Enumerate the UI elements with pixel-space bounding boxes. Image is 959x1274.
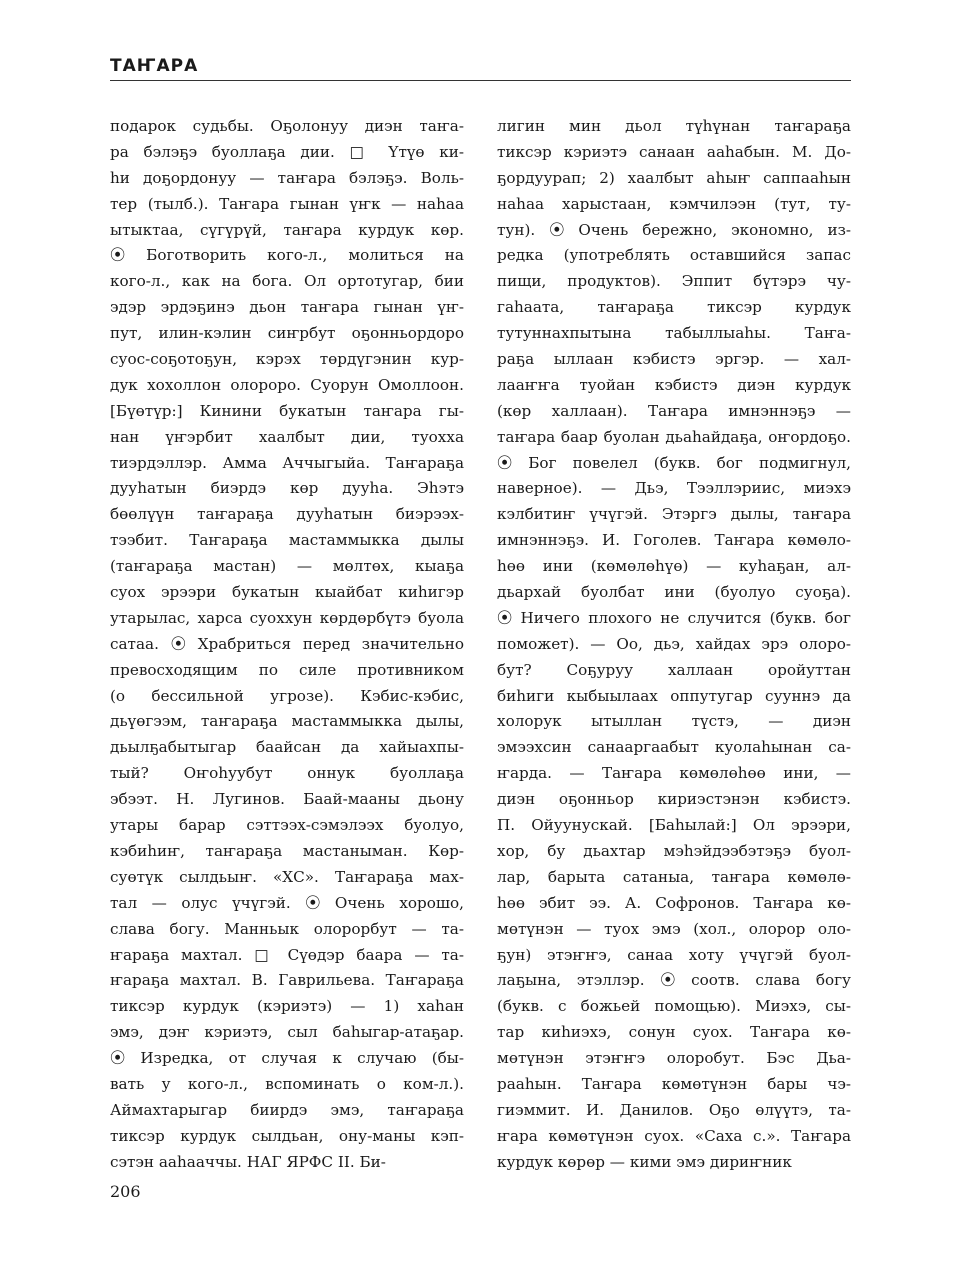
text-line: дьархай буолбат ини (буолуо суоҕа). (497, 583, 851, 602)
text-line: наверное). — Дьэ, Тээллэриис, миэхэ (497, 479, 851, 498)
text-line: тиксэр курдук сылдьан, ону-маны кэп- (110, 1126, 464, 1145)
text-line: слава богу. Манньык олорорбут — та- (110, 919, 464, 938)
text-line: кого-л., как на бога. Ол ортотугар, бии (110, 272, 464, 291)
text-line: эмэ, дэҥ кэриэтэ, сыл баһыгар-атаҕар. (110, 1023, 464, 1042)
text-line: (букв. с божьей помощью). Миэхэ, сы- (497, 997, 851, 1016)
text-line: утарылас, харса суоххун көрдөрбүтэ буола (110, 608, 464, 627)
right-column (497, 114, 851, 1176)
text-line: Аймахтарыгар биирдэ эмэ, таҥараҕа (110, 1100, 464, 1119)
text-line: эбээт. Н. Лугинов. Баай-мааны дьону (110, 790, 464, 809)
text-line: наһаа харыстаан, кэмчилээн (тут, ту- (497, 194, 851, 213)
text-line: курдук көрөр — кими эмэ дириҥник (497, 1152, 792, 1171)
text-line: (о бессильной угрозе). Кэбис-кэбис, (110, 686, 464, 705)
text-line: дук хохоллон олороро. Суорун Омоллоон. (110, 375, 464, 394)
text-line: [Бүөтүр:] Кинини букатын таҥара гы- (110, 401, 464, 420)
text-line: тутуннахпытына табыллыаһы. Таҥа- (497, 324, 851, 343)
text-line: ҕун) этэҥҥэ, санаа хоту үчүгэй буол- (497, 945, 851, 964)
text-line: тун). ⦿ Очень бережно, экономно, из- (497, 220, 851, 239)
text-line: пут, илин-кэлин сиҥрбут оҕонньордоро (110, 324, 464, 343)
text-line: суох эрээри букатын кыайбат киһигэр (110, 583, 464, 602)
text-line: бөөлүүн таҥараҕа дууһатын биэрээх- (110, 505, 464, 524)
text-line: лар, барыта сатаныа, таҥара көмөлө- (497, 867, 851, 886)
text-line: биһиги кыбыылаах оппутугар сууннэ да (497, 686, 851, 705)
text-line: ⦿ Боготворить кого-л., молиться на (110, 246, 464, 265)
text-line: сатаа. ⦿ Храбриться перед значительно (110, 634, 464, 653)
text-line: суос-соҕотоҕун, кэрэх төрдүгэнин кур- (110, 350, 464, 369)
text-line: һөө ини (көмөлөһүө) — куһаҕан, ал- (497, 557, 851, 576)
text-line: диэн оҕонньор кириэстэнэн кэбистэ. (497, 790, 851, 809)
text-line: раҕа ыллаан кэбистэ эргэр. — хал- (497, 350, 851, 369)
text-line: гиэммит. И. Данилов. Оҕо өлүүтэ, та- (497, 1100, 851, 1119)
text-line: нан үҥэрбит хаалбыт дии, туохха (110, 427, 464, 446)
text-line: дууһатын биэрдэ көр дууһа. Эһэтэ (110, 479, 464, 498)
text-line: ⦿ Бог повелел (букв. бог подмигнул, (497, 453, 851, 472)
text-line: дьылҕабытыгар баайсан да хайыахпы- (110, 738, 464, 757)
text-line: таҥара баар буолан дьаһайдаҕа, оҥордоҕо. (497, 427, 851, 446)
text-line: эдэр эрдэҕинэ дьон таҥара гынан үҥ- (110, 298, 464, 317)
text-line: сэтэн ааһааччы. НАГ ЯРФС II. Би- (110, 1152, 386, 1171)
text-line: вать у кого-л., вспоминать о ком-л.). (110, 1074, 464, 1093)
text-line: поможет). — Оо, дьэ, хайдах эрэ олоро- (497, 634, 851, 653)
text-line: тиксэр курдук (кэриэтэ) — 1) хаһан (110, 997, 464, 1016)
text-line: (көр халлаан). Таҥара имнэннэҕэ — (497, 401, 851, 420)
text-line: һөө эбит ээ. А. Софронов. Таҥара кө- (497, 893, 851, 912)
text-line: рааһын. Таҥара көмөтүнэн бары чэ- (497, 1074, 851, 1093)
text-line: ⦿ Изредка, от случая к случаю (бы- (110, 1049, 464, 1068)
text-line: бут? Соҕуруу халлаан оройуттан (497, 660, 851, 679)
text-line: холорук ытыллан түстэ, — диэн (497, 712, 851, 731)
text-line: мөтүнэн этэҥҥэ олоробут. Бэс Дьа- (497, 1049, 851, 1068)
text-line: утары барар сэттээх-сэмэлээх буолуо, (110, 816, 464, 835)
text-line: лааҥҥа туойан кэбистэ диэн курдук (497, 375, 851, 394)
text-line: тер (тылб.). Таҥара гынан үҥк — наһаа (110, 194, 464, 213)
text-line: тал — олус үчүгэй. ⦿ Очень хорошо, (110, 893, 464, 912)
text-line: П. Ойуунускай. [Баһылай:] Ол эрээри, (497, 816, 851, 835)
page-number: 206 (110, 1182, 141, 1201)
running-header: ТАҤАРА (110, 56, 851, 81)
text-line: имнэннэҕэ. И. Гоголев. Таҥара көмөло- (497, 531, 851, 550)
text-line: тиксэр кэриэтэ санаан ааһабын. М. До- (497, 142, 851, 161)
text-line: кэбиһиҥ, таҥараҕа мастаныман. Көр- (110, 841, 464, 860)
text-line: мөтүнэн — туох эмэ (хол., олорор оло- (497, 919, 851, 938)
text-line: хор, бу дьахтар мэһэйдээбэтэҕэ буол- (497, 841, 851, 860)
text-line: тээбит. Таҥараҕа мастаммыкка дылы (110, 531, 464, 550)
text-line: һи доҕордонуу — таҥара бэлэҕэ. Воль- (110, 168, 464, 187)
text-line: ⦿ Ничего плохого не случится (букв. бог (497, 608, 851, 627)
text-line: дьүөгээм, таҥараҕа мастаммыкка дылы, (110, 712, 464, 731)
text-line: ҥара көмөтүнэн суох. «Саха с.». Таҥара (497, 1126, 851, 1145)
text-line: превосходящим по силе противником (110, 660, 464, 679)
text-line: подарок судьбы. Оҕолонуу диэн таҥа- (110, 117, 464, 135)
text-line: кэлбитиҥ үчүгэй. Этэргэ дылы, таҥара (497, 505, 851, 524)
text-line: гаһаата, таҥараҕа тиксэр курдук (497, 298, 851, 317)
text-line: ра бэлэҕэ буоллаҕа дии. □ Үтүө ки- (110, 142, 464, 161)
left-column (110, 114, 464, 1176)
text-line: (таҥараҕа мастан) — мөлтөх, кыаҕа (110, 557, 464, 576)
text-line: ҥараҕа махтал. □ Сүөдэр баара — та- (110, 945, 464, 964)
text-line: редка (употреблять оставшийся запас (497, 246, 851, 265)
text-line: ытыктаа, сүгүрүй, таҥара курдук көр. (110, 220, 464, 239)
text-line: лаҕына, этэллэр. ⦿ соотв. слава богу (497, 971, 851, 990)
text-line: тый? Оҥоһуубут оннук буоллаҕа (110, 764, 464, 783)
text-line: пищи, продуктов). Эппит бүтэрэ чу- (497, 272, 851, 291)
text-line: суөтүк сылдьыҥ. «ХС». Таҥараҕа мах- (110, 867, 464, 886)
text-line: ҕордуурап; 2) хаалбыт аһыҥ саппааһын (497, 168, 851, 187)
text-line: тиэрдэллэр. Амма Аччыгыйа. Таҥараҕа (110, 453, 464, 472)
text-line: тар киһиэхэ, сонун суох. Таҥара кө- (497, 1023, 851, 1042)
text-line: ҥараҕа махтал. В. Гаврильева. Таҥараҕа (110, 971, 464, 990)
text-line: эмээхсин санааргаабыт куолаһынан са- (497, 738, 851, 757)
text-line: ҥарда. — Таҥара көмөлөһөө ини, — (497, 764, 851, 783)
text-line: лигин мин дьол түһүнан таҥараҕа (497, 117, 851, 135)
